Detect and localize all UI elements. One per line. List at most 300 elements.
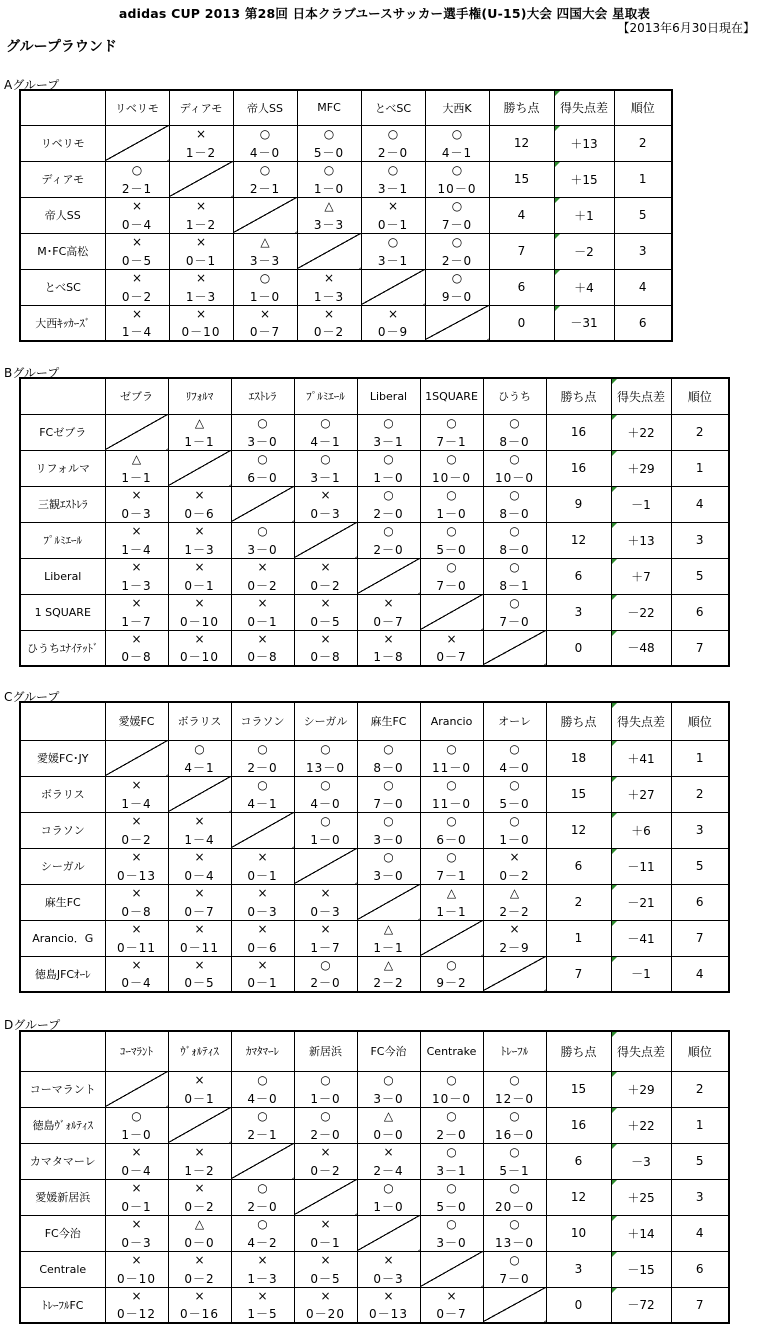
- team-name: ディアモ: [20, 161, 105, 197]
- result-symbol: ○: [257, 523, 268, 538]
- match-result: [425, 161, 489, 197]
- match-score: 0－11: [180, 940, 219, 955]
- team-name: 徳島ｳﾞｫﾙﾃｨｽ: [20, 1107, 105, 1143]
- match-result: [357, 740, 420, 776]
- goal-diff-value: －3: [611, 1143, 671, 1179]
- result-symbol: ○: [446, 451, 457, 466]
- match-result: [357, 1143, 420, 1179]
- match-score: 0－1: [377, 217, 409, 232]
- self-match-cell: [483, 1287, 546, 1323]
- match-score: 4－0: [247, 1091, 278, 1106]
- stat-header-rank: 順位: [671, 702, 729, 740]
- result-symbol: ×: [131, 1252, 142, 1267]
- result-symbol: ×: [387, 198, 399, 213]
- rank-value: 6: [671, 1251, 729, 1287]
- match-result: [168, 522, 231, 558]
- column-header: ｺｰﾏﾗﾝﾄ: [105, 1031, 168, 1071]
- goal-diff-value: ＋1: [554, 197, 614, 233]
- group-label: Cグループ: [4, 690, 60, 704]
- match-result: [483, 1071, 546, 1107]
- match-score: 0－4: [121, 976, 152, 990]
- result-symbol: ×: [320, 885, 331, 900]
- rank-value: 7: [671, 630, 729, 666]
- result-symbol: ×: [323, 306, 335, 321]
- match-result: [297, 125, 361, 161]
- result-symbol: ○: [387, 126, 399, 141]
- match-score: 4－0: [499, 760, 530, 775]
- result-symbol: ×: [131, 921, 142, 936]
- team-name: ﾄﾚｰﾌﾙFC: [20, 1287, 105, 1323]
- corner-cell: [20, 1031, 105, 1071]
- match-score: 1－1: [436, 904, 467, 919]
- match-score: 0－10: [181, 325, 221, 339]
- goal-diff-value: ＋15: [554, 161, 614, 197]
- match-score: 3－3: [313, 217, 345, 232]
- column-header: FC今治: [357, 1031, 420, 1071]
- result-symbol: △: [131, 451, 142, 466]
- match-score: 1－0: [499, 832, 530, 847]
- result-symbol: ×: [131, 306, 143, 321]
- result-symbol: ○: [257, 1072, 268, 1087]
- self-match-cell: [233, 197, 297, 233]
- match-result: [105, 558, 168, 594]
- header-row: [20, 90, 672, 125]
- self-match-cell: [483, 630, 546, 666]
- result-symbol: △: [383, 957, 394, 972]
- result-symbol: ○: [320, 415, 331, 430]
- match-result: [361, 125, 425, 161]
- match-result: [420, 486, 483, 522]
- match-result: [425, 233, 489, 269]
- result-symbol: ○: [257, 1180, 268, 1195]
- match-score: 1－3: [247, 1271, 278, 1286]
- match-score: 1－2: [185, 217, 217, 232]
- rank-value: 1: [671, 450, 729, 486]
- match-score: 10－0: [432, 470, 471, 485]
- goal-diff-value: －15: [611, 1251, 671, 1287]
- match-score: 0－5: [184, 976, 215, 990]
- result-symbol: △: [383, 1108, 394, 1123]
- rank-value: 2: [671, 1071, 729, 1107]
- team-name: FC今治: [20, 1215, 105, 1251]
- match-result: [357, 1287, 420, 1323]
- match-result: [420, 558, 483, 594]
- result-symbol: ×: [131, 487, 142, 502]
- column-header: ｶﾏﾀﾏｰﾚ: [231, 1031, 294, 1071]
- rank-value: 6: [614, 305, 672, 341]
- match-score: 3－1: [373, 434, 404, 449]
- match-score: 8－0: [499, 506, 530, 521]
- match-score: 0－5: [121, 253, 153, 268]
- stat-header-goal-diff: 得失点差: [611, 702, 671, 740]
- result-symbol: ○: [383, 451, 394, 466]
- match-score: 6－0: [247, 470, 278, 485]
- match-score: 0－13: [117, 868, 156, 883]
- table-row: [20, 197, 672, 233]
- header-row: [20, 378, 729, 414]
- stat-header-rank: 順位: [614, 90, 672, 125]
- table-row: [20, 848, 729, 884]
- result-symbol: △: [324, 198, 334, 213]
- result-symbol: ×: [320, 1144, 331, 1159]
- result-symbol: ×: [131, 849, 142, 864]
- points-value: 3: [546, 594, 611, 630]
- match-result: [233, 269, 297, 305]
- result-symbol: △: [194, 415, 205, 430]
- match-result: [168, 1215, 231, 1251]
- match-score: 0－8: [247, 650, 278, 664]
- match-score: 0－6: [247, 940, 278, 955]
- goal-diff-value: －1: [611, 956, 671, 992]
- column-header: 大西K: [425, 90, 489, 125]
- match-result: [233, 161, 297, 197]
- result-symbol: ×: [257, 1288, 268, 1303]
- column-header: ゼブラ: [105, 378, 168, 414]
- match-score: 0－7: [436, 1307, 467, 1321]
- column-header: シーガル: [294, 702, 357, 740]
- match-result: [357, 450, 420, 486]
- result-symbol: ○: [509, 1216, 520, 1231]
- match-result: [483, 450, 546, 486]
- match-result: [483, 740, 546, 776]
- rank-value: 3: [614, 233, 672, 269]
- points-value: 6: [489, 269, 554, 305]
- match-score: 3－3: [249, 253, 281, 268]
- match-score: 0－2: [184, 1199, 215, 1214]
- match-result: [231, 1107, 294, 1143]
- points-value: 12: [546, 812, 611, 848]
- match-score: 0－1: [184, 1091, 215, 1106]
- match-score: 0－16: [180, 1307, 219, 1321]
- self-match-cell: [105, 125, 169, 161]
- column-header: ｴｽﾄﾚﾗ: [231, 378, 294, 414]
- table-row: [20, 1179, 729, 1215]
- as-of-date: 【2013年6月30日現在】: [617, 21, 755, 35]
- match-score: 3－1: [377, 253, 409, 268]
- result-symbol: △: [509, 885, 520, 900]
- match-score: 3－1: [377, 181, 409, 196]
- match-score: 10－0: [495, 470, 534, 485]
- match-score: 0－3: [121, 1235, 152, 1250]
- match-result: [168, 630, 231, 666]
- match-result: [233, 233, 297, 269]
- result-symbol: ×: [131, 270, 143, 285]
- rank-value: 4: [671, 486, 729, 522]
- table-row: [20, 269, 672, 305]
- match-result: [420, 1107, 483, 1143]
- result-symbol: ×: [131, 777, 142, 792]
- result-symbol: △: [446, 885, 457, 900]
- table-row: [20, 125, 672, 161]
- match-score: 0－8: [310, 650, 341, 664]
- result-symbol: ×: [195, 270, 207, 285]
- header-row: [20, 702, 729, 740]
- match-result: [168, 558, 231, 594]
- result-symbol: ×: [320, 1288, 331, 1303]
- team-name: 三観ｴｽﾄﾚﾗ: [20, 486, 105, 522]
- match-result: [361, 305, 425, 341]
- match-score: 0－3: [373, 1271, 404, 1286]
- result-symbol: ×: [257, 1252, 268, 1267]
- column-header: MFC: [297, 90, 361, 125]
- result-symbol: ○: [320, 1108, 331, 1123]
- stat-header-goal-diff: 得失点差: [611, 378, 671, 414]
- match-score: 0－1: [247, 868, 278, 883]
- match-result: [231, 1071, 294, 1107]
- result-symbol: ○: [257, 777, 268, 792]
- match-score: 1－4: [121, 325, 153, 339]
- match-score: 1－2: [185, 145, 217, 160]
- match-result: [357, 414, 420, 450]
- match-result: [168, 740, 231, 776]
- match-score: 1－4: [121, 796, 152, 811]
- points-value: 12: [546, 522, 611, 558]
- match-score: 2－4: [373, 1163, 404, 1178]
- round-title: グループラウンド: [6, 39, 117, 55]
- result-symbol: ○: [509, 1252, 520, 1267]
- result-symbol: ×: [194, 885, 205, 900]
- result-symbol: ○: [451, 126, 463, 141]
- table-row: [20, 414, 729, 450]
- table-row: [20, 522, 729, 558]
- column-header: ボラリス: [168, 702, 231, 740]
- match-result: [231, 594, 294, 630]
- column-header: Liberal: [357, 378, 420, 414]
- match-score: 4－1: [247, 796, 278, 811]
- match-score: 0－9: [377, 325, 409, 339]
- result-symbol: ×: [131, 1216, 142, 1231]
- table-row: [20, 740, 729, 776]
- match-score: 1－0: [310, 1091, 341, 1106]
- match-result: [294, 1287, 357, 1323]
- match-result: [231, 1251, 294, 1287]
- self-match-cell: [231, 812, 294, 848]
- points-value: 10: [546, 1215, 611, 1251]
- result-symbol: ×: [194, 1144, 205, 1159]
- table-row: [20, 1143, 729, 1179]
- result-symbol: ○: [446, 741, 457, 756]
- match-score: 0－8: [121, 904, 152, 919]
- team-name: とべSC: [20, 269, 105, 305]
- team-name: ボラリス: [20, 776, 105, 812]
- match-result: [420, 740, 483, 776]
- goal-diff-value: ＋22: [611, 1107, 671, 1143]
- match-score: 1－0: [436, 506, 467, 521]
- match-score: 2－0: [247, 1199, 278, 1214]
- match-score: 1－3: [121, 578, 152, 593]
- goal-diff-value: ＋29: [611, 1071, 671, 1107]
- result-symbol: ○: [383, 1072, 394, 1087]
- points-value: 0: [546, 1287, 611, 1323]
- self-match-cell: [361, 269, 425, 305]
- match-result: [357, 594, 420, 630]
- result-symbol: ○: [320, 813, 331, 828]
- stat-header-points: 勝ち点: [546, 1031, 611, 1071]
- team-name: FCゼブラ: [20, 414, 105, 450]
- match-score: 5－0: [313, 145, 345, 160]
- match-result: [483, 884, 546, 920]
- result-symbol: ×: [257, 631, 268, 646]
- column-header: ディアモ: [169, 90, 233, 125]
- group-table: [19, 1030, 730, 1324]
- self-match-cell: [357, 558, 420, 594]
- match-score: 3－0: [247, 542, 278, 557]
- match-score: 0－4: [121, 217, 153, 232]
- match-result: [357, 920, 420, 956]
- points-value: 6: [546, 1143, 611, 1179]
- match-result: [483, 558, 546, 594]
- match-score: 0－3: [247, 904, 278, 919]
- match-result: [357, 812, 420, 848]
- result-symbol: ○: [383, 487, 394, 502]
- rank-value: 1: [671, 1107, 729, 1143]
- match-score: 1－4: [121, 542, 152, 557]
- match-score: 1－7: [121, 614, 152, 629]
- team-name: リベリモ: [20, 125, 105, 161]
- match-score: 4－1: [310, 434, 341, 449]
- points-value: 16: [546, 1107, 611, 1143]
- match-result: [169, 269, 233, 305]
- match-score: 4－0: [310, 796, 341, 811]
- points-value: 1: [546, 920, 611, 956]
- goal-diff-value: ＋22: [611, 414, 671, 450]
- match-score: 3－0: [436, 1235, 467, 1250]
- result-symbol: ○: [320, 451, 331, 466]
- result-symbol: ×: [383, 1252, 394, 1267]
- match-score: 0－2: [121, 289, 153, 304]
- result-symbol: ×: [257, 921, 268, 936]
- match-score: 0－8: [121, 650, 152, 664]
- match-score: 1－0: [373, 470, 404, 485]
- rank-value: 4: [671, 956, 729, 992]
- result-symbol: ○: [509, 1072, 520, 1087]
- result-symbol: ○: [323, 162, 335, 177]
- match-score: 0－1: [185, 253, 217, 268]
- match-result: [168, 1071, 231, 1107]
- result-symbol: ○: [259, 126, 271, 141]
- match-score: 2－1: [249, 181, 281, 196]
- match-score: 1－1: [121, 470, 152, 485]
- match-score: 2－0: [247, 760, 278, 775]
- match-result: [294, 740, 357, 776]
- result-symbol: ×: [387, 306, 399, 321]
- self-match-cell: [294, 522, 357, 558]
- match-result: [105, 1143, 168, 1179]
- match-score: 0－11: [117, 940, 156, 955]
- result-symbol: ○: [320, 741, 331, 756]
- match-result: [420, 1179, 483, 1215]
- result-symbol: ×: [195, 198, 207, 213]
- match-result: [168, 920, 231, 956]
- match-result: [105, 486, 168, 522]
- match-score: 0－20: [306, 1307, 345, 1321]
- match-result: [168, 956, 231, 992]
- match-result: [168, 812, 231, 848]
- self-match-cell: [105, 740, 168, 776]
- result-symbol: ○: [446, 1144, 457, 1159]
- goal-diff-value: ＋7: [611, 558, 671, 594]
- result-symbol: ×: [257, 559, 268, 574]
- team-name: ひうちﾕﾅｲﾃｯﾄﾞ: [20, 630, 105, 666]
- match-result: [294, 558, 357, 594]
- header-row: [20, 1031, 729, 1071]
- match-score: 1－8: [373, 650, 404, 664]
- rank-value: 3: [671, 522, 729, 558]
- table-row: [20, 161, 672, 197]
- result-symbol: ○: [323, 126, 335, 141]
- match-score: 7－0: [441, 217, 473, 232]
- result-symbol: ×: [195, 234, 207, 249]
- team-name: 1 SQUARE: [20, 594, 105, 630]
- match-result: [168, 1251, 231, 1287]
- match-result: [357, 522, 420, 558]
- match-score: 7－0: [499, 614, 530, 629]
- match-score: 0－2: [121, 832, 152, 847]
- match-result: [105, 884, 168, 920]
- points-value: 15: [546, 1071, 611, 1107]
- match-result: [425, 197, 489, 233]
- result-symbol: ○: [509, 451, 520, 466]
- match-result: [357, 486, 420, 522]
- goal-diff-value: ＋41: [611, 740, 671, 776]
- match-result: [420, 776, 483, 812]
- match-result: [294, 1107, 357, 1143]
- match-result: [169, 197, 233, 233]
- column-header: 愛媛FC: [105, 702, 168, 740]
- match-result: [294, 920, 357, 956]
- result-symbol: ×: [383, 1144, 394, 1159]
- goal-diff-value: ＋29: [611, 450, 671, 486]
- match-score: 4－1: [184, 760, 215, 775]
- goal-diff-value: －22: [611, 594, 671, 630]
- match-score: 1－0: [310, 832, 341, 847]
- result-symbol: ×: [194, 1252, 205, 1267]
- team-name: Liberal: [20, 558, 105, 594]
- stat-header-goal-diff: 得失点差: [611, 1031, 671, 1071]
- points-value: 18: [546, 740, 611, 776]
- rank-value: 3: [671, 1179, 729, 1215]
- match-result: [420, 1287, 483, 1323]
- self-match-cell: [420, 920, 483, 956]
- match-score: 0－7: [249, 325, 281, 339]
- match-score: 0－7: [373, 614, 404, 629]
- match-result: [361, 161, 425, 197]
- match-result: [297, 197, 361, 233]
- match-score: 0－6: [184, 506, 215, 521]
- result-symbol: ×: [131, 234, 143, 249]
- column-header: ﾘﾌｫﾙﾏ: [168, 378, 231, 414]
- result-symbol: ×: [259, 306, 271, 321]
- match-result: [105, 630, 168, 666]
- match-result: [483, 1107, 546, 1143]
- match-score: 0－4: [121, 1163, 152, 1178]
- match-result: [105, 812, 168, 848]
- match-score: 0－12: [117, 1307, 156, 1321]
- self-match-cell: [168, 776, 231, 812]
- match-score: 9－2: [436, 976, 467, 990]
- result-symbol: ×: [446, 1288, 457, 1303]
- self-match-cell: [294, 1179, 357, 1215]
- team-name: 徳島JFCｵｰﾚ: [20, 956, 105, 992]
- table-row: [20, 233, 672, 269]
- goal-diff-value: －72: [611, 1287, 671, 1323]
- column-header: ｳﾞｫﾙﾃｨｽ: [168, 1031, 231, 1071]
- goal-diff-value: ＋4: [554, 269, 614, 305]
- rank-value: 5: [614, 197, 672, 233]
- match-score: 0－5: [310, 614, 341, 629]
- match-score: 2－0: [373, 542, 404, 557]
- team-name: 帝人SS: [20, 197, 105, 233]
